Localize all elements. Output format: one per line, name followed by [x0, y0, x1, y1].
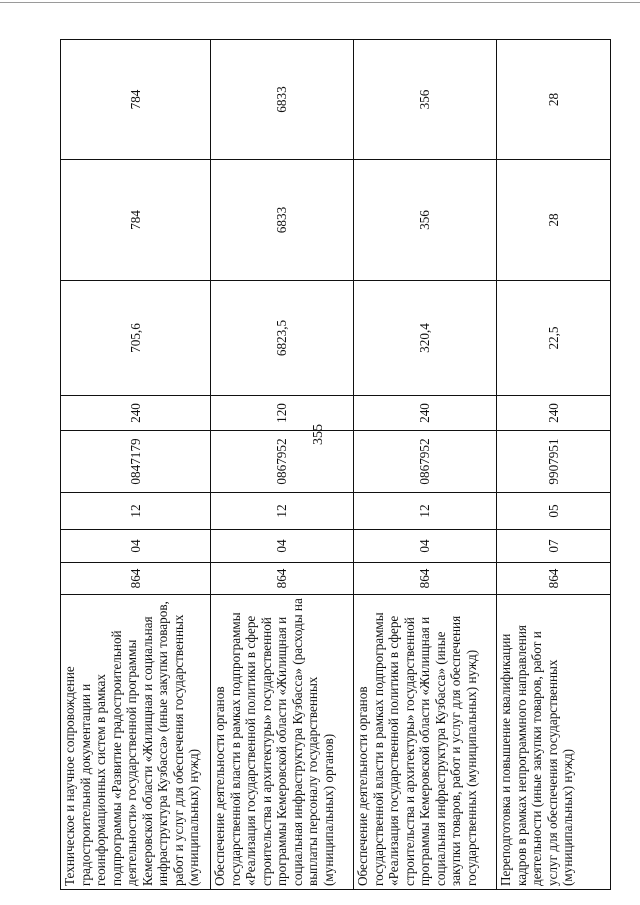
section-code-cell: 04: [354, 530, 497, 563]
year2-amount-cell: 356: [354, 160, 497, 281]
expense-type-cell: 120: [211, 396, 354, 431]
year3-amount-cell: 356: [354, 40, 497, 160]
rotated-table-wrapper: [60, 40, 610, 890]
ministry-code-cell: 864: [497, 563, 611, 595]
ministry-code-cell: 864: [211, 563, 354, 595]
expense-type-cell: 240: [497, 396, 611, 431]
page-number: 355: [311, 424, 326, 445]
table-row: [497, 40, 611, 890]
table-row: [211, 40, 354, 890]
row-name-cell: Обеспечение деятельности органов государственной власти в рамках подпрограммы «Реализация государственной политики в сфере строительства и архитектуры» государственной программы Кемеровской области «Жилищная и социальная инфраструктура Кузбасса» (расходы на выплаты персоналу государственных (муниципальных) органов): [211, 595, 354, 890]
scan-top-rule: [0, 2, 640, 3]
subsection-code-cell: 12: [354, 493, 497, 530]
year1-amount-cell: 320,4: [354, 281, 497, 396]
budget-table: [60, 39, 611, 890]
subsection-code-cell: 12: [211, 493, 354, 530]
table-row: [354, 40, 497, 890]
year3-amount-cell: 784: [61, 40, 211, 160]
row-name-cell: Переподготовка и повышение квалификации кадров в рамках непрограммного направления деятельности (иные закупки товаров, работ и услуг для обеспечения государственных (муниципальных) нужд): [497, 595, 611, 890]
year3-amount-cell: 6833: [211, 40, 354, 160]
year1-amount-cell: 6823,5: [211, 281, 354, 396]
year2-amount-cell: 28: [497, 160, 611, 281]
year2-amount-cell: 6833: [211, 160, 354, 281]
target-code-cell: 0847179: [61, 431, 211, 493]
subsection-code-cell: 05: [497, 493, 611, 530]
target-code-cell: 0867952: [211, 431, 354, 493]
year1-amount-cell: 22,5: [497, 281, 611, 396]
year3-amount-cell: 28: [497, 40, 611, 160]
year2-amount-cell: 784: [61, 160, 211, 281]
table-row: [61, 40, 211, 890]
ministry-code-cell: 864: [61, 563, 211, 595]
target-code-cell: 9907951: [497, 431, 611, 493]
section-code-cell: 04: [61, 530, 211, 563]
year1-amount-cell: 705,6: [61, 281, 211, 396]
expense-type-cell: 240: [354, 396, 497, 431]
expense-type-cell: 240: [61, 396, 211, 431]
section-code-cell: 07: [497, 530, 611, 563]
row-name-cell: Техническое и научное сопровождение градостроительной документации и геоинформационных систем в рамках подпрограммы «Развитие градостроительной деятельности» государственной программы Кемеровской области «Жилищная и социальная инфраструктура Кузбасса» (иные закупки товаров, работ и услуг для обеспечения государственных (муниципальных) нужд): [61, 595, 211, 890]
target-code-cell: 0867952: [354, 431, 497, 493]
section-code-cell: 04: [211, 530, 354, 563]
ministry-code-cell: 864: [354, 563, 497, 595]
row-name-cell: Обеспечение деятельности органов государственной власти в рамках подпрограммы «Реализация государственной политики в сфере строительства и архитектуры» государственной программы Кемеровской области «Жилищная и социальная инфраструктура Кузбасса» (иные закупки товаров, работ и услуг для обеспечения государственных (муниципальных) нужд): [354, 595, 497, 890]
subsection-code-cell: 12: [61, 493, 211, 530]
